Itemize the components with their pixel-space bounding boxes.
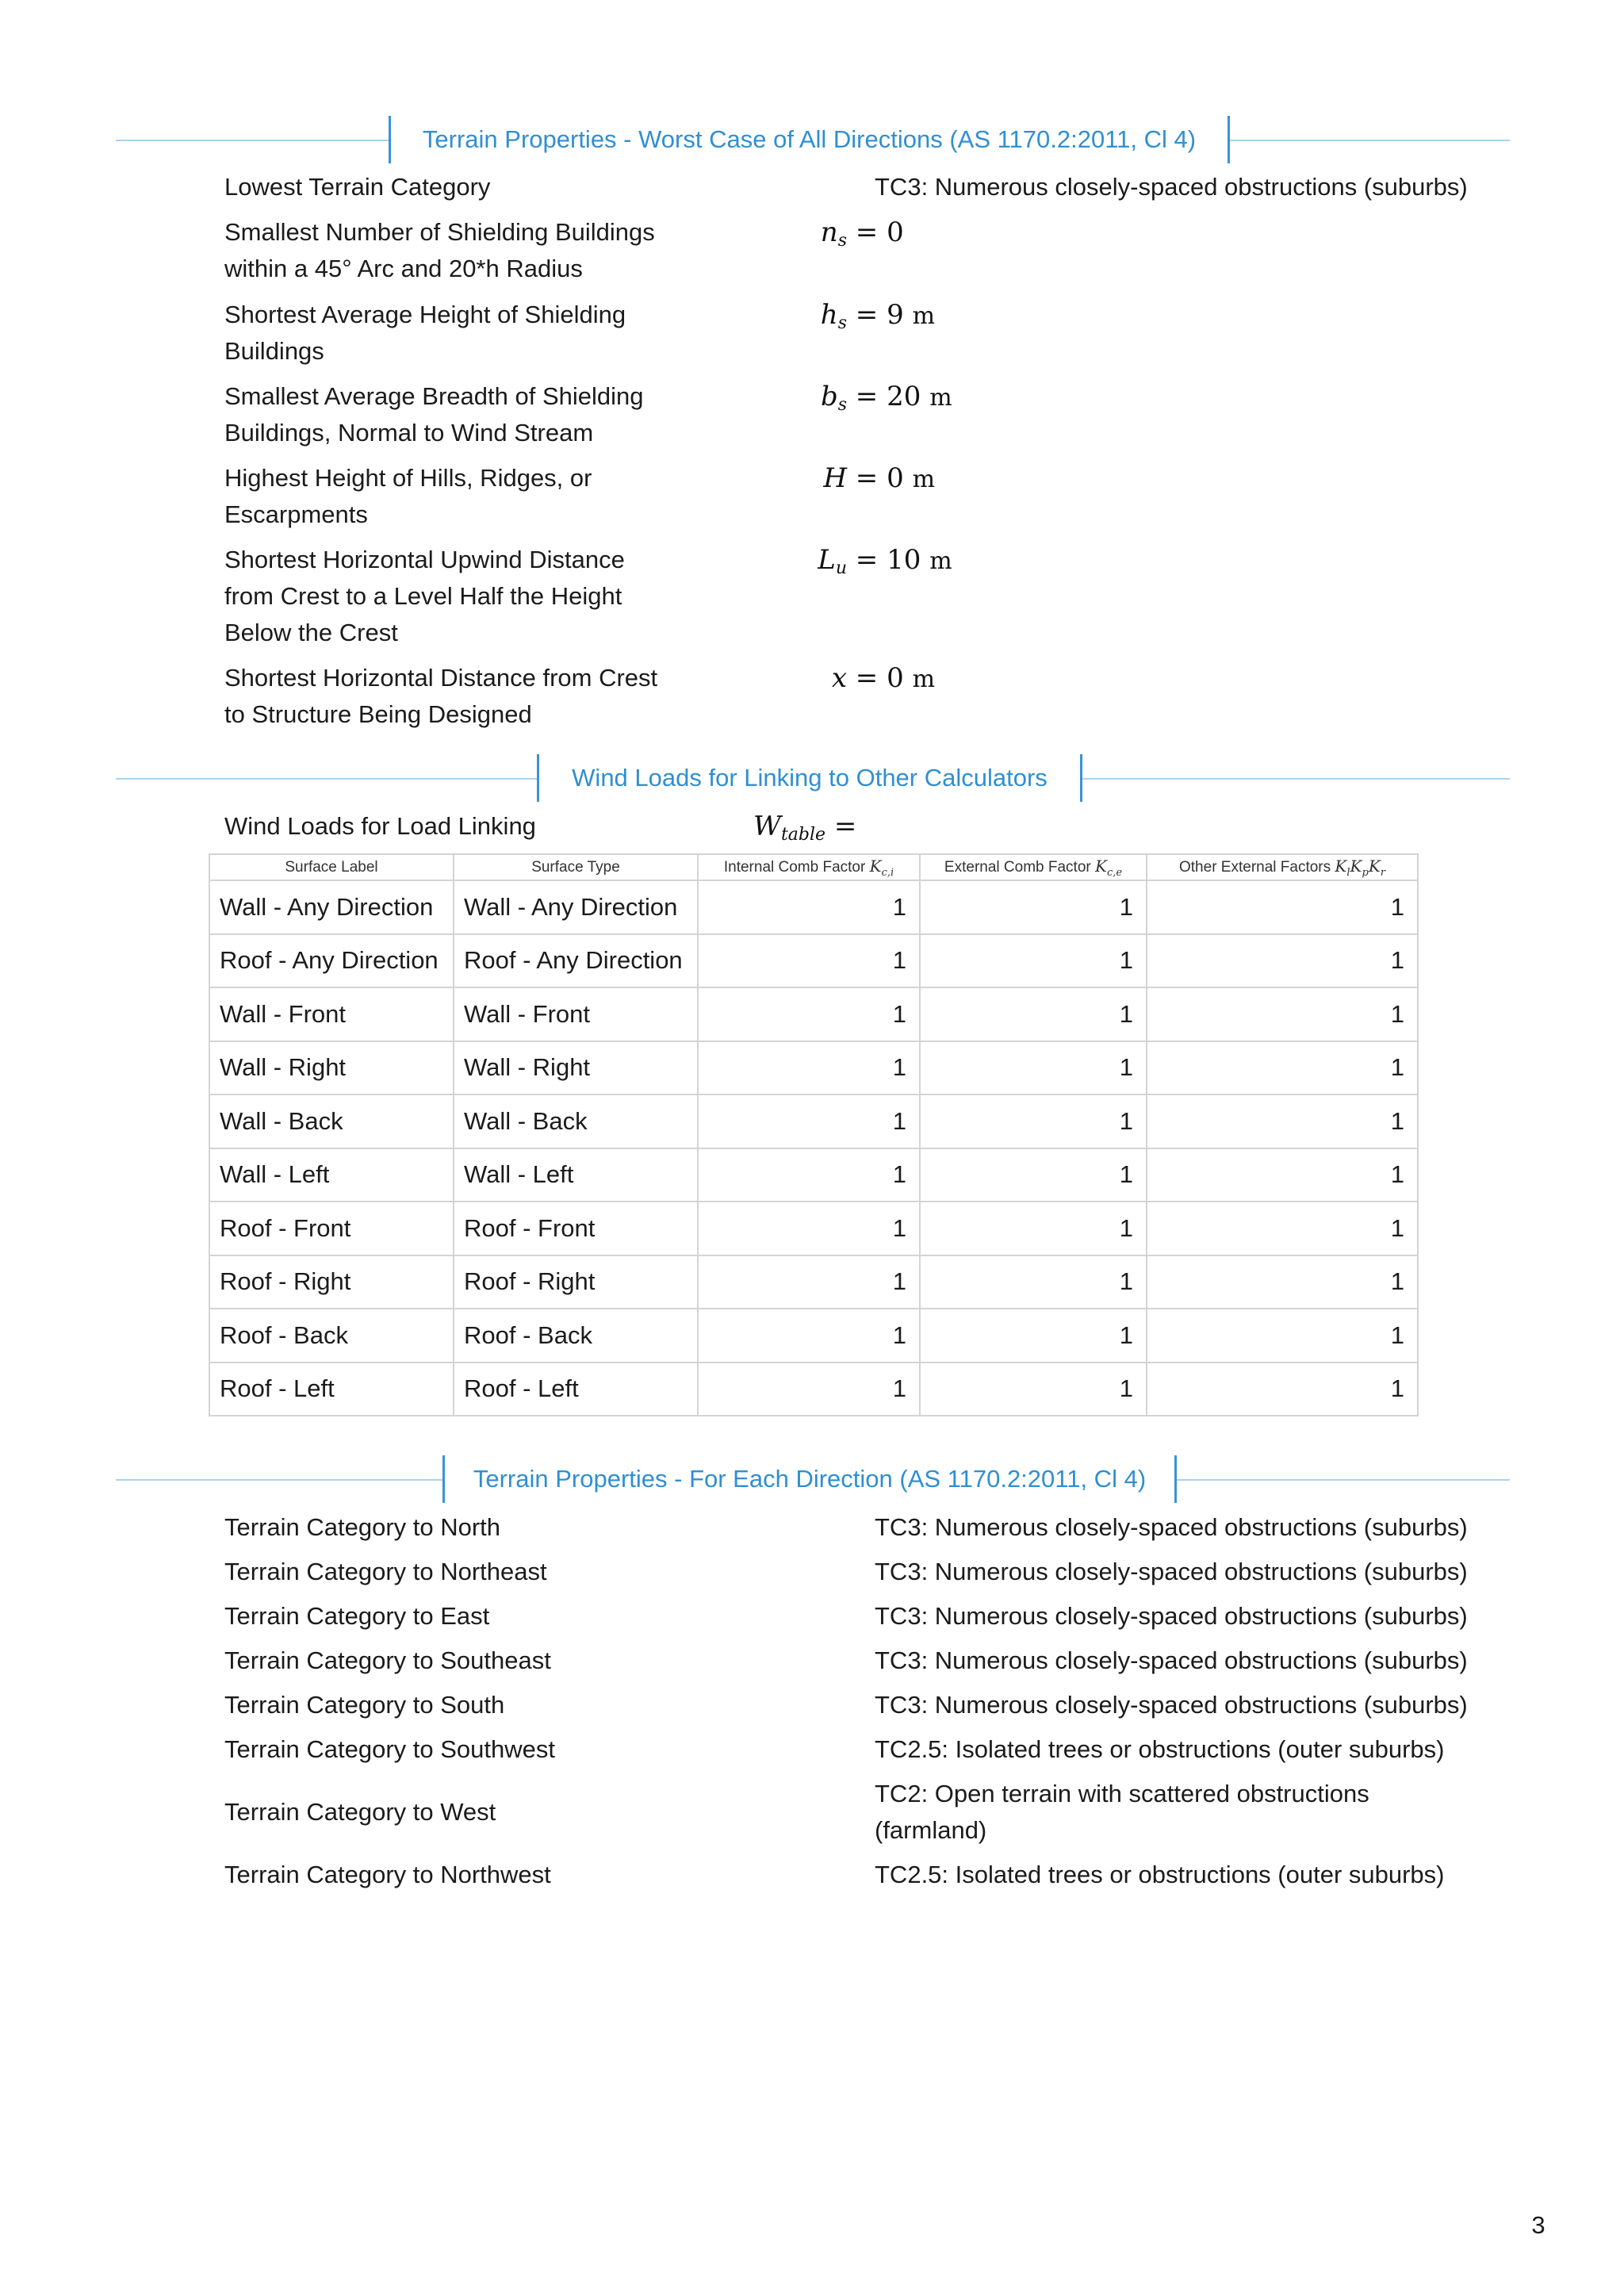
internal-comb-factor-cell: 1 (698, 1255, 920, 1309)
direction-terrain-label: Terrain Category to Southeast (224, 1646, 551, 1674)
other-external-factors-cell: 1 (1147, 1255, 1418, 1309)
equation-symbol: h (820, 299, 838, 331)
table-row (209, 934, 1418, 988)
table-row (209, 1363, 1418, 1416)
surface-type-cell: Roof - Any Direction (454, 934, 698, 988)
surface-type-cell: Wall - Back (454, 1094, 698, 1148)
parameter-label-line: Highest Height of Hills, Ridges, or (224, 464, 592, 492)
equation-subscript: s (837, 231, 847, 251)
parameter-label-line: Shortest Horizontal Upwind Distance (224, 546, 625, 573)
section-header-wind-loads (116, 754, 1510, 802)
parameter-label-line: Buildings (224, 337, 324, 365)
surface-label-cell: Roof - Front (209, 1202, 454, 1255)
parameter-label (224, 214, 716, 287)
internal-comb-factor-cell: 1 (698, 1309, 920, 1363)
equation-symbol: W (753, 811, 781, 842)
parameter-label (224, 660, 716, 733)
surface-label-cell: Wall - Front (209, 987, 454, 1041)
equation-symbol: H (823, 462, 847, 494)
parameter-label-line: to Structure Being Designed (224, 700, 532, 728)
equation-value: 9 (887, 299, 904, 331)
header-internal-comb-factor: Internal Comb Factor $K_{c,i}$ (698, 854, 920, 880)
parameter-label-line: Shortest Average Height of Shielding (224, 301, 626, 328)
direction-terrain-value: TC3: Numerous closely-spaced obstructions (suburbs) (875, 1691, 1468, 1719)
table-row (209, 987, 1418, 1041)
surface-label-cell: Wall - Left (209, 1148, 454, 1202)
external-comb-factor-cell: 1 (920, 1202, 1147, 1255)
direction-terrain-value: TC2: Open terrain with scattered obstructions (farmland) (875, 1780, 1369, 1844)
internal-comb-factor-cell: 1 (698, 880, 920, 934)
external-comb-factor-cell: 1 (920, 1363, 1147, 1416)
equation-unit: m (912, 466, 936, 493)
direction-terrain-label: Terrain Category to North (224, 1513, 501, 1541)
parameter-equation: $h_s = 9$ m (820, 299, 936, 333)
internal-comb-factor-cell: 1 (698, 934, 920, 988)
lowest-terrain-label: Lowest Terrain Category (224, 173, 491, 201)
parameter-equation: H = 0 m (823, 462, 936, 494)
equation-subscript: table (780, 825, 826, 845)
external-comb-factor-cell: 1 (920, 1309, 1147, 1363)
table-row (209, 1041, 1418, 1095)
wind-loads-label: Wind Loads for Load Linking (224, 812, 536, 840)
parameter-equation: x = 0 m (831, 662, 936, 694)
internal-comb-factor-cell: 1 (698, 1094, 920, 1148)
other-external-factors-cell: 1 (1147, 1148, 1418, 1202)
parameter-label (224, 460, 716, 533)
equation-subscript: s (837, 395, 847, 415)
surface-type-cell: Wall - Any Direction (454, 880, 698, 934)
equation-unit: m (929, 384, 952, 412)
header-rule-left (116, 1479, 442, 1481)
table-row (209, 1202, 1418, 1255)
internal-comb-factor-cell: 1 (698, 1148, 920, 1202)
table-row (209, 880, 1418, 934)
surface-label-cell: Roof - Any Direction (209, 934, 454, 988)
other-external-factors-cell: 1 (1147, 1202, 1418, 1255)
table-row (209, 1309, 1418, 1363)
internal-comb-factor-cell: 1 (698, 1202, 920, 1255)
parameter-equation: $n_s = 0$ (820, 217, 904, 251)
surface-type-cell: Wall - Front (454, 987, 698, 1041)
direction-terrain-value: TC3: Numerous closely-spaced obstructions (suburbs) (875, 1646, 1468, 1674)
other-external-factors-cell: 1 (1147, 1094, 1418, 1148)
external-comb-factor-cell: 1 (920, 934, 1147, 988)
equation-subscript: u (835, 558, 847, 578)
parameter-equation: $L_u = 10$ m (818, 544, 952, 578)
other-external-factors-cell: 1 (1147, 934, 1418, 988)
direction-terrain-label: Terrain Category to East (224, 1602, 490, 1630)
direction-terrain-value: TC3: Numerous closely-spaced obstructions (suburbs) (875, 1513, 1468, 1541)
equation-symbol: n (820, 217, 838, 248)
header-surface-label: Surface Label (209, 854, 454, 880)
direction-terrain-value: TC2.5: Isolated trees or obstructions (outer suburbs) (875, 1735, 1445, 1763)
table-row (209, 1255, 1418, 1309)
equation-symbol: x (831, 662, 847, 694)
surface-type-cell: Wall - Right (454, 1041, 698, 1095)
equation-unit: m (912, 302, 936, 330)
direction-terrain-value: TC2.5: Isolated trees or obstructions (outer suburbs) (875, 1861, 1445, 1888)
direction-terrain-label: Terrain Category to Southwest (224, 1735, 555, 1763)
other-external-factors-cell: 1 (1147, 1363, 1418, 1416)
surface-label-cell: Roof - Left (209, 1363, 454, 1416)
section-title: Terrain Properties - For Each Direction (AS 1170.2:2011, Cl 4) (473, 1465, 1147, 1493)
surface-label-cell: Roof - Back (209, 1309, 454, 1363)
header-rule-left (116, 778, 537, 780)
external-comb-factor-cell: 1 (920, 1094, 1147, 1148)
surface-type-cell: Roof - Front (454, 1202, 698, 1255)
lowest-terrain-value: TC3: Numerous closely-spaced obstructions (suburbs) (875, 173, 1468, 201)
surface-type-cell: Roof - Right (454, 1255, 698, 1309)
internal-comb-factor-cell: 1 (698, 1041, 920, 1095)
surface-label-cell: Wall - Right (209, 1041, 454, 1095)
other-external-factors-cell: 1 (1147, 987, 1418, 1041)
direction-terrain-label: Terrain Category to South (224, 1691, 505, 1719)
header-rule-right (1230, 140, 1510, 141)
surface-label-cell: Wall - Back (209, 1094, 454, 1148)
equation-value: 10 (887, 544, 921, 576)
surface-type-cell: Roof - Back (454, 1309, 698, 1363)
equation-value: 0 (887, 217, 904, 248)
other-external-factors-cell: 1 (1147, 1309, 1418, 1363)
section-title: Wind Loads for Linking to Other Calculators (572, 764, 1048, 792)
parameter-label-line: within a 45° Arc and 20*h Radius (224, 255, 583, 282)
parameter-label (224, 378, 716, 451)
wind-loads-table (209, 853, 1419, 1416)
parameter-label-line: Buildings, Normal to Wind Stream (224, 419, 594, 447)
page-number: 3 (1531, 2211, 1545, 2239)
parameter-label (224, 297, 716, 370)
parameter-label (224, 542, 716, 651)
header-surface-type: Surface Type (454, 854, 698, 880)
other-external-factors-cell: 1 (1147, 880, 1418, 934)
section-header-each-direction (116, 1455, 1510, 1503)
section-title: Terrain Properties - Worst Case of All Directions (AS 1170.2:2011, Cl 4) (422, 125, 1197, 153)
parameter-label-line: Escarpments (224, 500, 368, 528)
equation-symbol: b (820, 381, 838, 412)
direction-terrain-value: TC3: Numerous closely-spaced obstructions (suburbs) (875, 1558, 1468, 1585)
parameter-equation: $b_s = 20$ m (820, 381, 952, 415)
table-header-row (209, 854, 1418, 880)
header-rule-right (1177, 1479, 1510, 1481)
wind-table-equation: $W_{table}$ = (753, 811, 857, 845)
header-rule-left (116, 140, 389, 141)
section-header-worst-case (116, 116, 1510, 163)
header-rule-right (1082, 778, 1510, 780)
other-external-factors-cell: 1 (1147, 1041, 1418, 1095)
table-row (209, 1094, 1418, 1148)
equation-value: 20 (887, 381, 921, 412)
external-comb-factor-cell: 1 (920, 987, 1147, 1041)
equation-unit: m (929, 547, 952, 575)
equation-subscript: s (837, 313, 847, 333)
equation-value: 0 (887, 462, 904, 494)
surface-label-cell: Wall - Any Direction (209, 880, 454, 934)
table-row (209, 1148, 1418, 1202)
internal-comb-factor-cell: 1 (698, 987, 920, 1041)
direction-terrain-label: Terrain Category to Northwest (224, 1861, 551, 1888)
parameter-label-line: from Crest to a Level Half the Height (224, 582, 622, 610)
parameter-label-line: Smallest Number of Shielding Buildings (224, 218, 655, 246)
equation-symbol: L (818, 544, 836, 576)
parameter-label-line: Below the Crest (224, 619, 398, 646)
surface-label-cell: Roof - Right (209, 1255, 454, 1309)
direction-terrain-label: Terrain Category to West (224, 1798, 496, 1826)
direction-terrain-value: TC3: Numerous closely-spaced obstructions (suburbs) (875, 1602, 1468, 1630)
external-comb-factor-cell: 1 (920, 1148, 1147, 1202)
external-comb-factor-cell: 1 (920, 1041, 1147, 1095)
internal-comb-factor-cell: 1 (698, 1363, 920, 1416)
surface-type-cell: Wall - Left (454, 1148, 698, 1202)
header-external-comb-factor: External Comb Factor $K_{c,e}$ (920, 854, 1147, 880)
external-comb-factor-cell: 1 (920, 1255, 1147, 1309)
equation-value: 0 (887, 662, 904, 694)
parameter-label-line: Smallest Average Breadth of Shielding (224, 382, 644, 410)
header-other-external-factors: Other External Factors $K_lK_pK_r$ (1147, 854, 1418, 880)
parameter-label-line: Shortest Horizontal Distance from Crest (224, 664, 658, 692)
surface-type-cell: Roof - Left (454, 1363, 698, 1416)
equation-unit: m (912, 665, 936, 693)
direction-terrain-label: Terrain Category to Northeast (224, 1558, 547, 1585)
external-comb-factor-cell: 1 (920, 880, 1147, 934)
